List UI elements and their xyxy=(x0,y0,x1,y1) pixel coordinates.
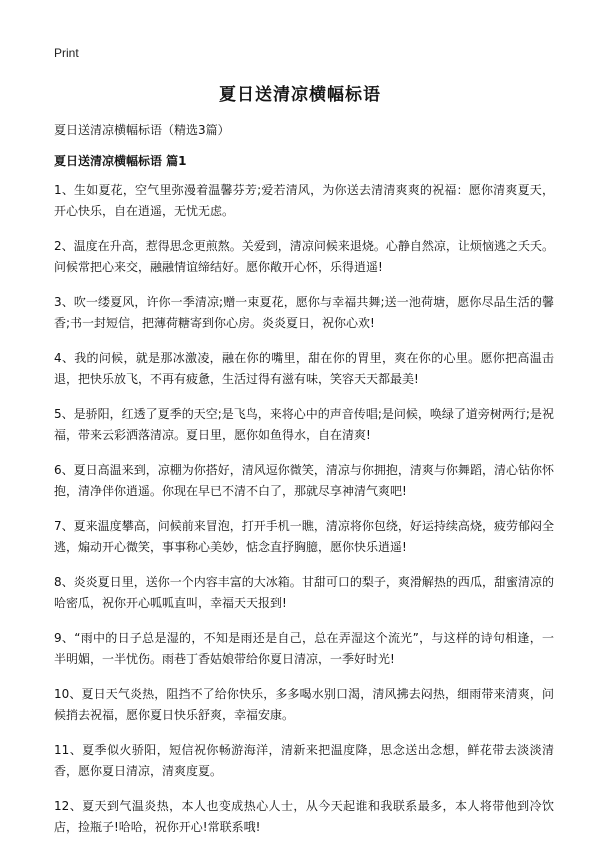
document-subtitle: 夏日送清凉横幅标语（精选3篇） xyxy=(54,123,230,137)
slogan-item: 12、夏天到气温炎热，本人也变成热心人士，从今天起谁和我联系最多，本人将带他到冷饮店，捡瓶子!哈哈，祝你开心!常联系哦! xyxy=(54,799,554,834)
document-title: 夏日送清凉横幅标语 xyxy=(219,85,381,105)
slogan-item: 10、夏日天气炎热，阻挡不了给你快乐，多多喝水别口渴，清风拂去闷热，细雨带来清爽，问候捎去祝福，愿你夏日快乐舒爽，幸福安康。 xyxy=(54,687,554,722)
slogan-item: 1、生如夏花，空气里弥漫着温馨芬芳;爱若清风，为你送去清清爽爽的祝福：愿你清爽夏天，开心快乐，自在逍遥，无忧无虑。 xyxy=(54,183,554,218)
slogan-item: 9、“雨中的日子总是湿的，不知是雨还是自己，总在弄湿这个流光”，与这样的诗句相逢，一半明媚，一半忧伤。雨巷丁香姑娘带给你夏日清凉，一季好时光! xyxy=(54,631,554,666)
slogan-item: 11、夏季似火骄阳，短信祝你畅游海洋，清新来把温度降，思念送出念想，鲜花带去淡淡清香，愿你夏日清凉，清爽度夏。 xyxy=(54,743,554,778)
slogan-item: 7、夏来温度攀高，问候前来冒泡，打开手机一瞧，清凉将你包绕，好运持续高烧，疲劳郁闷全逃，煽动开心微笑，事事称心美妙，惦念直抒胸臆，愿你快乐逍遥! xyxy=(54,519,554,554)
slogan-list xyxy=(54,180,554,852)
slogan-item: 2、温度在升高，惹得思念更煎熬。关爱到，清凉问候来退烧。心静自然凉，让烦恼逃之夭夭。问候常把心来交，融融情谊缔结好。愿你敞开心怀，乐得逍遥! xyxy=(54,239,554,274)
section-heading: 夏日送清凉横幅标语 篇1 xyxy=(54,154,187,168)
slogan-item: 8、炎炎夏日里，送你一个内容丰富的大冰箱。甘甜可口的梨子，爽滑解热的西瓜，甜蜜清凉的哈密瓜，祝你开心呱呱直叫，幸福天天报到! xyxy=(54,575,554,610)
slogan-item: 4、我的问候，就是那冰激凌，融在你的嘴里，甜在你的胃里，爽在你的心里。愿你把高温击退，把快乐放飞，不再有疲惫，生活过得有滋有味，笑容天天都最美! xyxy=(54,351,554,386)
slogan-item: 6、夏日高温来到，凉棚为你搭好，清风逗你微笑，清凉与你拥抱，清爽与你舞蹈，清心钻你怀抱，清净伴你逍遥。你现在早已不清不白了，那就尽享神清气爽吧! xyxy=(54,463,554,498)
slogan-item: 5、是骄阳，红透了夏季的天空;是飞鸟，来将心中的声音传唱;是问候，唤绿了道旁树两行;是祝福，带来云彩洒落清凉。夏日里，愿你如鱼得水，自在清爽! xyxy=(54,407,554,442)
print-link[interactable]: Print xyxy=(54,46,79,60)
slogan-item: 3、吹一缕夏风，许你一季清凉;赠一束夏花，愿你与幸福共舞;送一池荷塘，愿你尽品生活的馨香;书一封短信，把薄荷糖寄到你心房。炎炎夏日，祝你心欢! xyxy=(54,295,554,330)
